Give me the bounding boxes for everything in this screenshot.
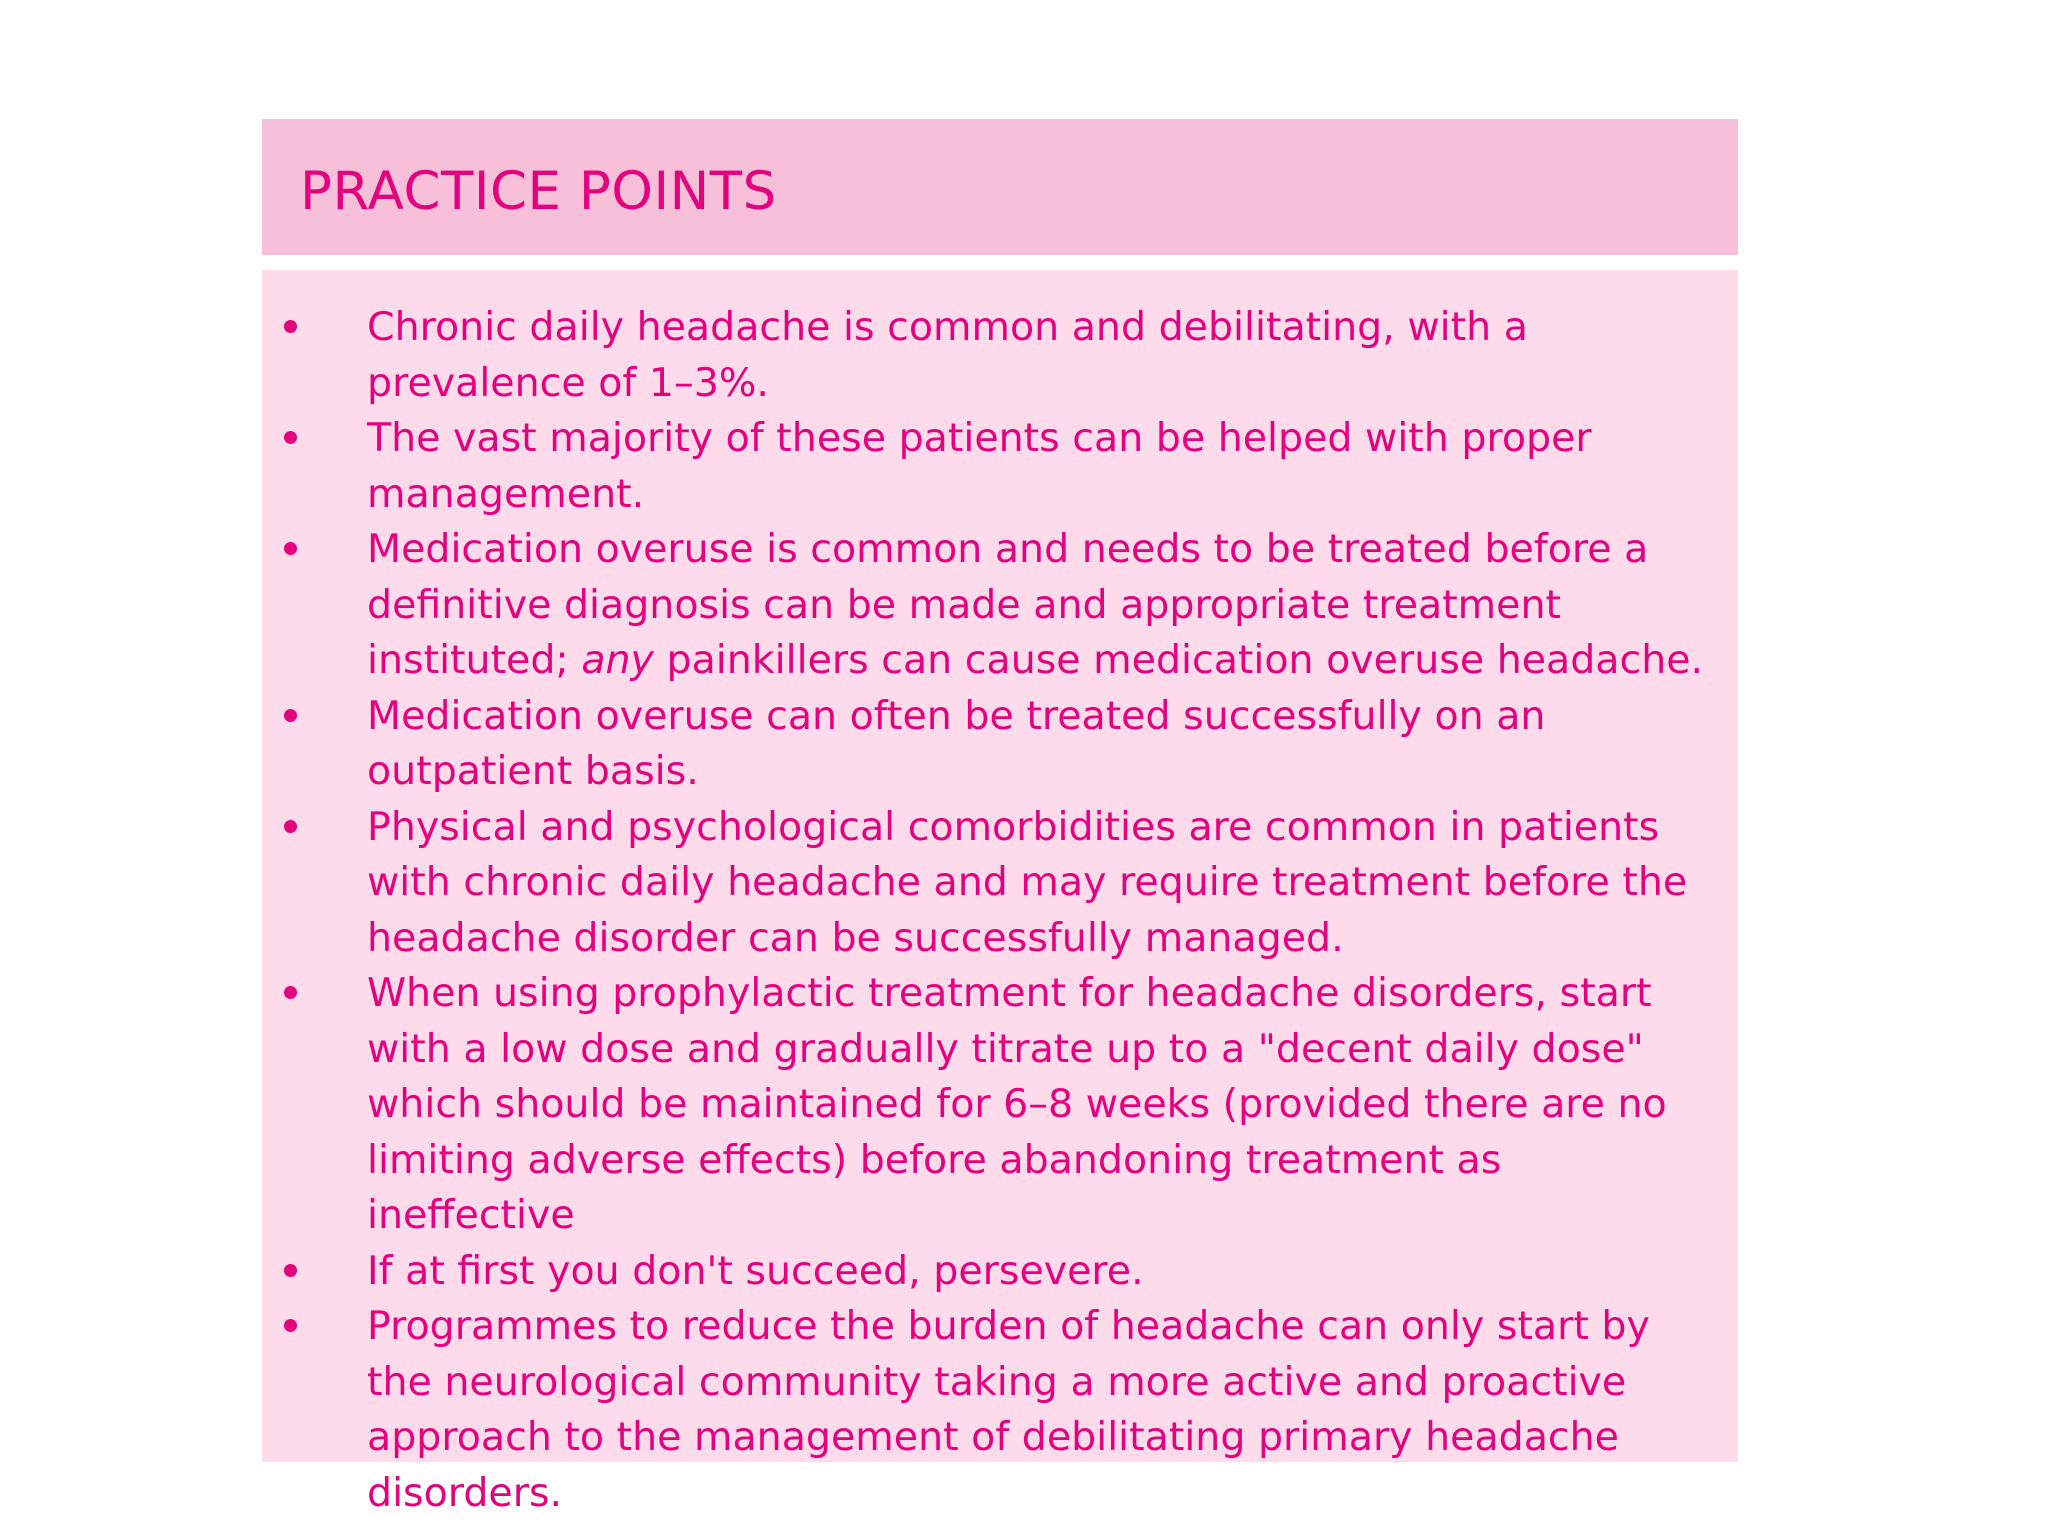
practice-points-title: PRACTICE POINTS	[300, 160, 777, 222]
practice-point	[262, 1244, 1708, 1300]
bullet-icon	[284, 542, 297, 555]
bullet-icon	[284, 431, 297, 444]
practice-point-text: If at first you don't succeed, persevere.	[367, 1247, 1144, 1294]
practice-point-text: Programmes to reduce the burden of headache can only start by the neurological community taking a more active and proactive approach to the management of debilitating primary headache disorders.	[367, 1303, 1650, 1516]
practice-point-text: Medication overuse is common and needs to be treated before a definitive diagnosis can be made and appropriate treatment instituted;	[367, 526, 1649, 683]
practice-point	[262, 300, 1708, 411]
practice-point	[262, 1299, 1708, 1521]
practice-point-text: Physical and psychological comorbidities are common in patients with chronic daily headache and may require treatment before the headache disorder can be successfully managed.	[367, 803, 1688, 961]
practice-point	[262, 800, 1708, 967]
practice-points-list	[262, 300, 1708, 1521]
practice-points-box	[262, 119, 1738, 1516]
practice-points-header	[262, 119, 1738, 255]
practice-point-text: When using prophylactic treatment for headache disorders, start with a low dose and gradually titrate up to a "decent daily dose" which should be maintained for 6–8 weeks (provided there are no limiting adverse effects) before abandoning treatment as ineffective	[367, 970, 1667, 1238]
practice-point-emphasis: any	[581, 637, 654, 683]
practice-points-body	[262, 270, 1738, 1516]
practice-point-text-end: painkillers can cause medication overuse headache.	[653, 637, 1704, 683]
practice-point	[262, 522, 1708, 689]
practice-point-text: Medication overuse can often be treated successfully on an outpatient basis.	[367, 692, 1546, 794]
bullet-icon	[284, 709, 297, 722]
bullet-icon	[284, 1264, 297, 1277]
practice-point	[262, 411, 1708, 522]
practice-point-text: Chronic daily headache is common and debilitating, with a prevalence of 1–3%.	[367, 304, 1528, 406]
practice-point-text: The vast majority of these patients can be helped with proper management.	[367, 415, 1592, 517]
bullet-icon	[284, 986, 297, 999]
practice-point	[262, 689, 1708, 800]
practice-point	[262, 966, 1708, 1244]
bullet-icon	[284, 320, 297, 333]
bullet-icon	[284, 1319, 297, 1332]
bullet-icon	[284, 820, 297, 833]
